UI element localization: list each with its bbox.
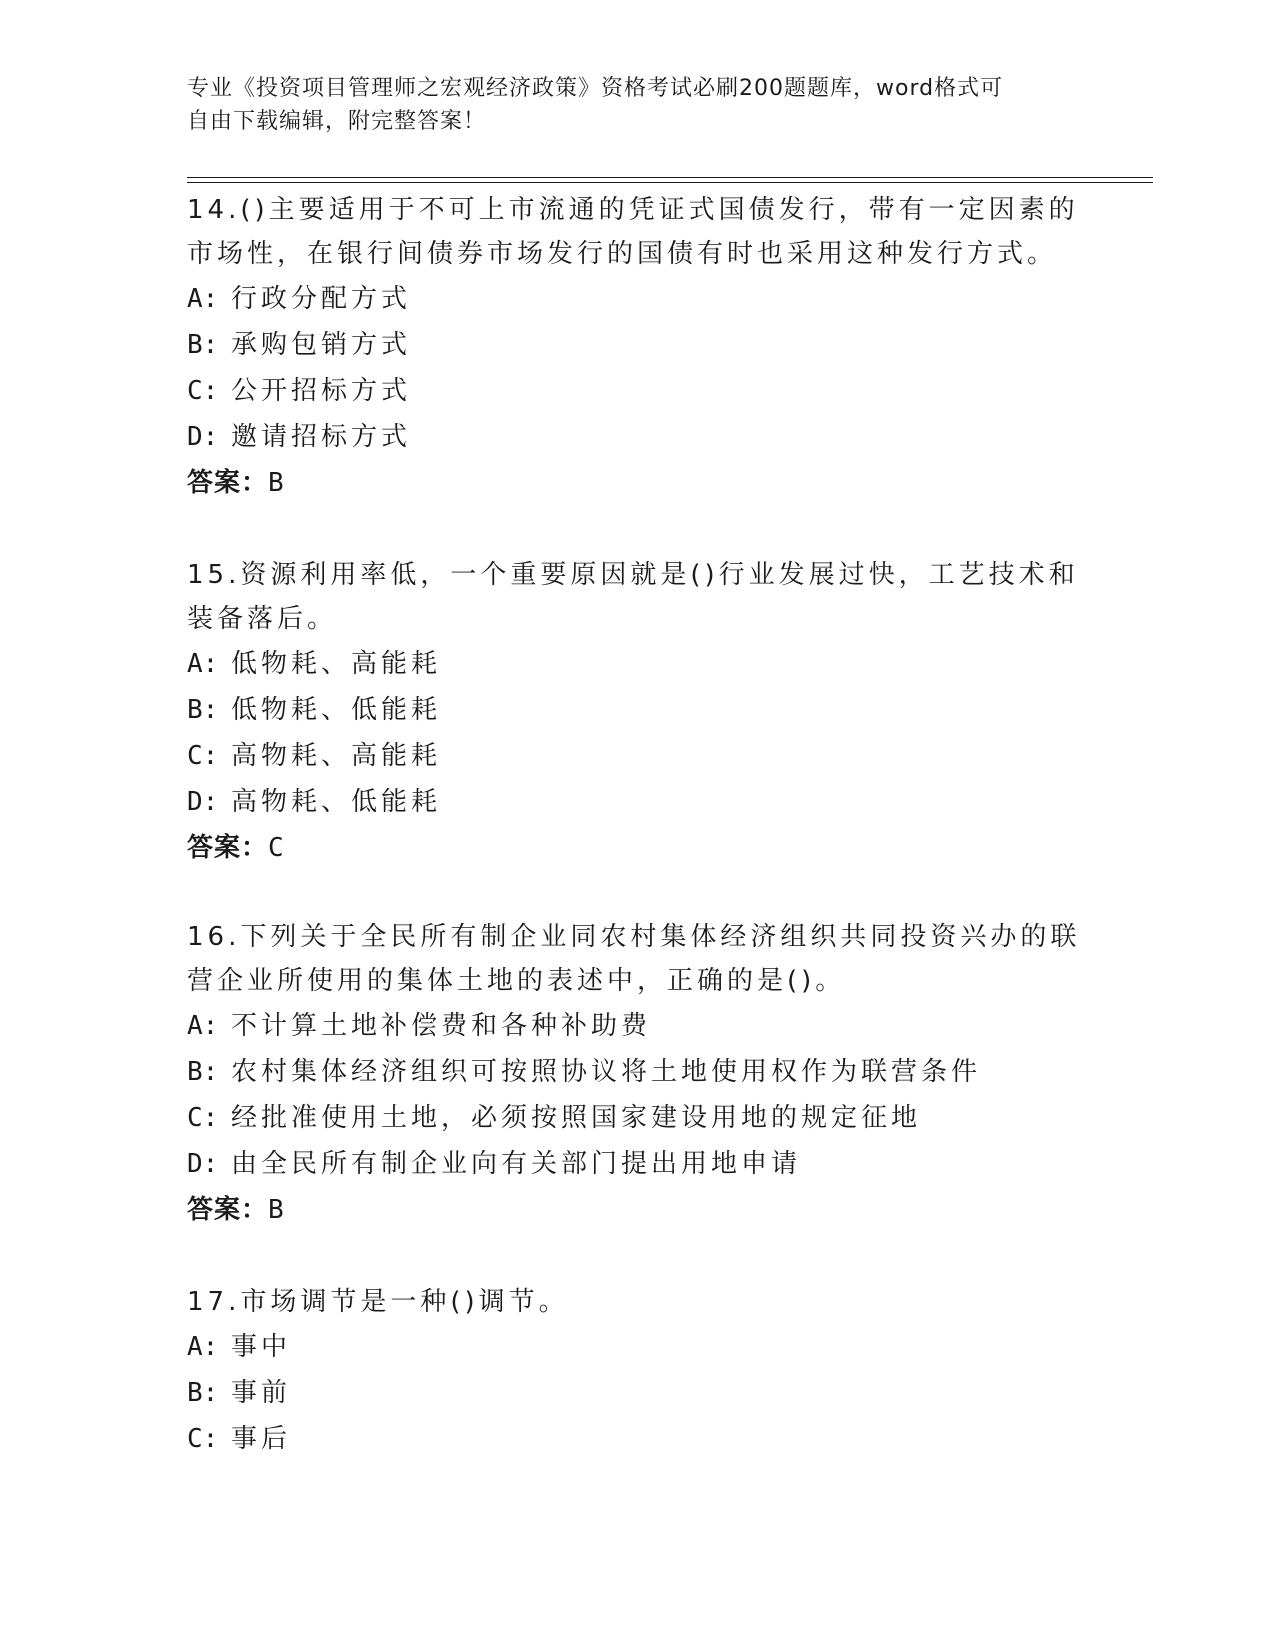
option-letter: A: bbox=[187, 284, 219, 314]
option-a bbox=[187, 641, 1087, 687]
question-stem: 14.()主要适用于不可上市流通的凭证式国债发行，带有一定因素的市场性，在银行间债券市场发行的国债有时也采用这种发行方式。 bbox=[187, 195, 1079, 269]
option-b bbox=[187, 322, 1087, 368]
option-text: 高物耗、高能耗 bbox=[231, 741, 442, 771]
option-letter: C: bbox=[187, 1103, 219, 1133]
answer-line bbox=[187, 460, 1087, 506]
option-letter: D: bbox=[187, 787, 219, 817]
option-a bbox=[187, 1324, 1087, 1370]
option-c bbox=[187, 1416, 1087, 1462]
option-letter: A: bbox=[187, 1011, 219, 1041]
answer-value: C bbox=[268, 833, 285, 863]
question-17 bbox=[187, 1280, 1087, 1462]
option-c bbox=[187, 1095, 1087, 1141]
option-c bbox=[187, 368, 1087, 414]
option-text: 经批准使用土地，必须按照国家建设用地的规定征地 bbox=[231, 1103, 922, 1133]
option-letter: B: bbox=[187, 1057, 219, 1087]
option-b bbox=[187, 1370, 1087, 1416]
option-text: 邀请招标方式 bbox=[231, 422, 412, 452]
option-d bbox=[187, 779, 1087, 825]
question-16 bbox=[187, 915, 1087, 1233]
question-stem: 15.资源利用率低，一个重要原因就是()行业发展过快，工艺技术和装备落后。 bbox=[187, 560, 1079, 634]
option-text: 承购包销方式 bbox=[231, 330, 412, 360]
question-stem: 17.市场调节是一种()调节。 bbox=[187, 1287, 569, 1317]
option-text: 公开招标方式 bbox=[231, 376, 412, 406]
option-letter: C: bbox=[187, 741, 219, 771]
option-letter: A: bbox=[187, 649, 219, 679]
option-letter: B: bbox=[187, 1378, 219, 1408]
option-letter: C: bbox=[187, 376, 219, 406]
question-15 bbox=[187, 553, 1087, 871]
option-text: 低物耗、高能耗 bbox=[231, 649, 442, 679]
option-b bbox=[187, 1049, 1087, 1095]
option-letter: B: bbox=[187, 695, 219, 725]
option-text: 不计算土地补偿费和各种补助费 bbox=[231, 1011, 652, 1041]
header-divider-top bbox=[187, 177, 1153, 178]
option-letter: D: bbox=[187, 1149, 219, 1179]
answer-line bbox=[187, 825, 1087, 871]
option-a bbox=[187, 276, 1087, 322]
option-text: 行政分配方式 bbox=[231, 284, 412, 314]
option-d bbox=[187, 1141, 1087, 1187]
answer-label: 答案： bbox=[187, 833, 269, 863]
option-letter: D: bbox=[187, 422, 219, 452]
option-text: 低物耗、低能耗 bbox=[231, 695, 442, 725]
option-c bbox=[187, 733, 1087, 779]
option-b bbox=[187, 687, 1087, 733]
option-d bbox=[187, 414, 1087, 460]
option-letter: B: bbox=[187, 330, 219, 360]
header-divider-bottom bbox=[187, 182, 1153, 183]
question-stem: 16.下列关于全民所有制企业同农村集体经济组织共同投资兴办的联营企业所使用的集体土地的表述中，正确的是()。 bbox=[187, 922, 1081, 996]
option-text: 事前 bbox=[231, 1378, 292, 1408]
option-text: 高物耗、低能耗 bbox=[231, 787, 442, 817]
answer-label: 答案： bbox=[187, 1195, 269, 1225]
question-14 bbox=[187, 188, 1087, 506]
option-text: 农村集体经济组织可按照协议将土地使用权作为联营条件 bbox=[231, 1057, 982, 1087]
answer-line bbox=[187, 1187, 1087, 1233]
option-a bbox=[187, 1003, 1087, 1049]
answer-value: B bbox=[268, 468, 285, 498]
option-letter: A: bbox=[187, 1332, 219, 1362]
option-text: 由全民所有制企业向有关部门提出用地申请 bbox=[231, 1149, 802, 1179]
answer-value: B bbox=[268, 1195, 285, 1225]
option-letter: C: bbox=[187, 1424, 219, 1454]
answer-label: 答案： bbox=[187, 468, 269, 498]
option-text: 事中 bbox=[231, 1332, 292, 1362]
document-header: 专业《投资项目管理师之宏观经济政策》资格考试必刷200题题库，word格式可 自由下载编辑，附完整答案！ bbox=[187, 76, 1004, 134]
option-text: 事后 bbox=[231, 1424, 292, 1454]
